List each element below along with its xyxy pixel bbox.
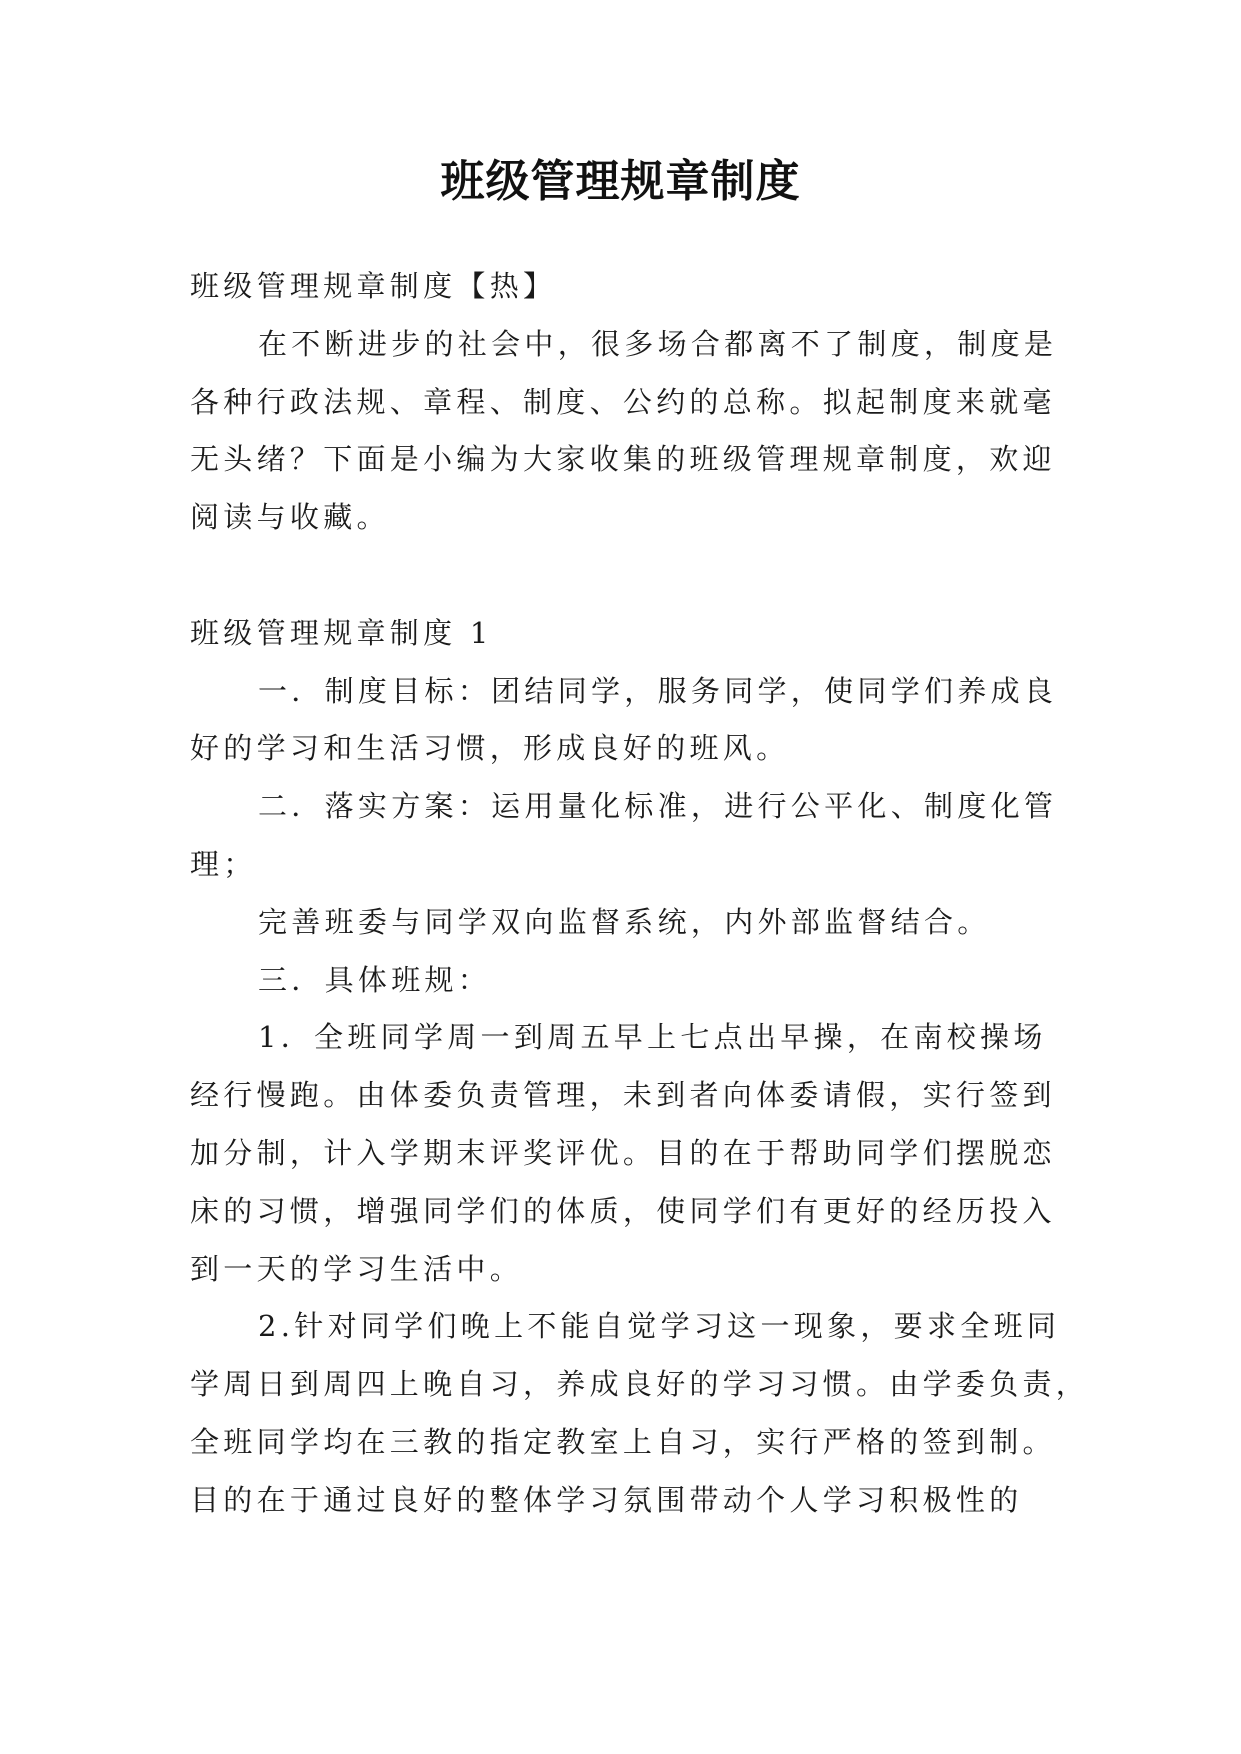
paragraph-line: 无头绪？下面是小编为大家收集的班级管理规章制度，欢迎: [190, 442, 1056, 477]
paragraph-line: 完善班委与同学双向监督系统，内外部监督结合。: [258, 904, 991, 939]
paragraph-line: 各种行政法规、章程、制度、公约的总称。拟起制度来就毫: [190, 384, 1056, 419]
paragraph-line: 一．制度目标：团结同学，服务同学，使同学们养成良: [258, 673, 1058, 708]
paragraph-line: 经行慢跑。由体委负责管理，未到者向体委请假，实行签到: [190, 1078, 1056, 1113]
paragraph-gap: [190, 547, 1060, 605]
paragraph-line: 三．具体班规：: [258, 962, 492, 997]
paragraph-line: 好的学习和生活习惯，形成良好的班风。: [190, 731, 790, 766]
paragraph-line: 1．全班同学周一到周五早上七点出早操，在南校操场: [258, 1020, 1047, 1055]
document-body: [190, 258, 1090, 1530]
section-heading: 班级管理规章制度【热】: [190, 269, 557, 303]
paragraph-line: 目的在于通过良好的整体学习氛围带动个人学习积极性的: [190, 1482, 1023, 1517]
paragraph-line: 全班同学均在三教的指定教室上自习，实行严格的签到制。: [190, 1424, 1056, 1459]
paragraph-line: 到一天的学习生活中。: [190, 1251, 524, 1286]
document-title: 班级管理规章制度: [440, 156, 801, 207]
section-heading: 班级管理规章制度 1: [190, 615, 493, 650]
paragraph-line: 二．落实方案：运用量化标准，进行公平化、制度化管: [258, 789, 1058, 824]
paragraph-line: 在不断进步的社会中，很多场合都离不了制度，制度是: [258, 326, 1058, 361]
paragraph-line: 床的习惯，增强同学们的体质，使同学们有更好的经历投入: [190, 1193, 1056, 1228]
paragraph-line: 2.针对同学们晚上不能自觉学习这一现象，要求全班同: [258, 1309, 1061, 1344]
paragraph-line: 理；: [190, 846, 257, 881]
paragraph-line: 学周日到周四上晚自习，养成良好的学习习惯。由学委负责，: [190, 1367, 1090, 1402]
paragraph-line: 阅读与收藏。: [190, 500, 390, 535]
paragraph-line: 加分制，计入学期末评奖评优。目的在于帮助同学们摆脱恋: [190, 1135, 1056, 1170]
